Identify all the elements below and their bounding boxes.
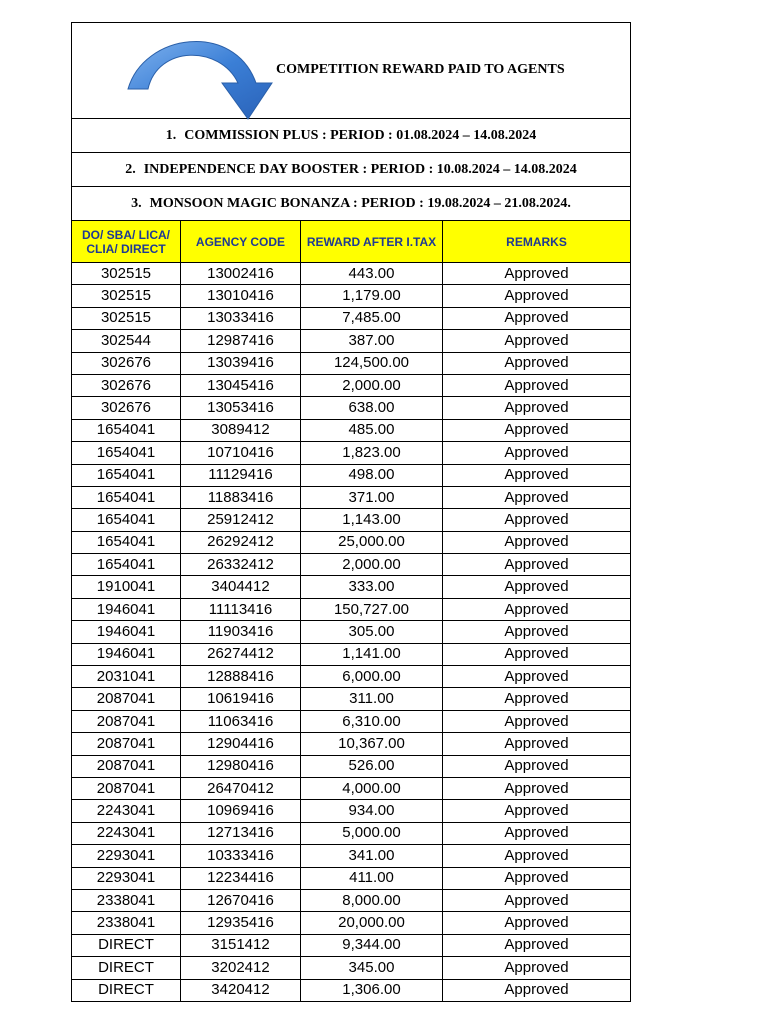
cell-reward: 638.00 bbox=[301, 397, 443, 419]
cell-reward: 2,000.00 bbox=[301, 374, 443, 396]
cell-remarks: Approved bbox=[443, 442, 631, 464]
cell-office: DIRECT bbox=[72, 979, 181, 1001]
cell-office: 2087041 bbox=[72, 755, 181, 777]
cell-office: DIRECT bbox=[72, 934, 181, 956]
cell-agency-code: 3151412 bbox=[181, 934, 301, 956]
cell-office: 302676 bbox=[72, 397, 181, 419]
cell-agency-code: 12935416 bbox=[181, 912, 301, 934]
cell-remarks: Approved bbox=[443, 912, 631, 934]
cell-office: 1654041 bbox=[72, 554, 181, 576]
cell-agency-code: 25912412 bbox=[181, 509, 301, 531]
period-row bbox=[72, 153, 631, 187]
cell-office: 2338041 bbox=[72, 889, 181, 911]
table-header-row bbox=[72, 221, 631, 263]
cell-reward: 9,344.00 bbox=[301, 934, 443, 956]
table-row bbox=[72, 352, 631, 374]
cell-agency-code: 10710416 bbox=[181, 442, 301, 464]
cell-agency-code: 26274412 bbox=[181, 643, 301, 665]
table-row bbox=[72, 330, 631, 352]
period-text: COMMISSION PLUS : PERIOD : 01.08.2024 – 14.08.2024 bbox=[184, 127, 537, 143]
cell-agency-code: 3089412 bbox=[181, 419, 301, 441]
cell-agency-code: 3404412 bbox=[181, 576, 301, 598]
cell-reward: 4,000.00 bbox=[301, 777, 443, 799]
cell-reward: 5,000.00 bbox=[301, 822, 443, 844]
cell-reward: 1,143.00 bbox=[301, 509, 443, 531]
cell-office: 2338041 bbox=[72, 912, 181, 934]
cell-agency-code: 10969416 bbox=[181, 800, 301, 822]
cell-reward: 25,000.00 bbox=[301, 531, 443, 553]
cell-reward: 311.00 bbox=[301, 688, 443, 710]
cell-reward: 341.00 bbox=[301, 845, 443, 867]
table-row bbox=[72, 621, 631, 643]
cell-office: 302515 bbox=[72, 263, 181, 285]
table-row bbox=[72, 934, 631, 956]
cell-remarks: Approved bbox=[443, 934, 631, 956]
table-row bbox=[72, 464, 631, 486]
cell-office: 1654041 bbox=[72, 419, 181, 441]
cell-office: 1654041 bbox=[72, 464, 181, 486]
cell-agency-code: 11883416 bbox=[181, 486, 301, 508]
cell-reward: 1,306.00 bbox=[301, 979, 443, 1001]
cell-office: 1946041 bbox=[72, 598, 181, 620]
cell-agency-code: 11063416 bbox=[181, 710, 301, 732]
cell-office: 1946041 bbox=[72, 621, 181, 643]
period-number: 3. bbox=[131, 195, 142, 211]
table-row bbox=[72, 263, 631, 285]
cell-reward: 371.00 bbox=[301, 486, 443, 508]
cell-remarks: Approved bbox=[443, 509, 631, 531]
cell-agency-code: 26332412 bbox=[181, 554, 301, 576]
cell-agency-code: 13039416 bbox=[181, 352, 301, 374]
table-row bbox=[72, 576, 631, 598]
cell-agency-code: 11113416 bbox=[181, 598, 301, 620]
table-row bbox=[72, 822, 631, 844]
cell-remarks: Approved bbox=[443, 576, 631, 598]
cell-office: 302544 bbox=[72, 330, 181, 352]
table-row bbox=[72, 554, 631, 576]
table-row bbox=[72, 486, 631, 508]
cell-office: 2243041 bbox=[72, 822, 181, 844]
cell-remarks: Approved bbox=[443, 307, 631, 329]
cell-office: 2293041 bbox=[72, 845, 181, 867]
cell-remarks: Approved bbox=[443, 688, 631, 710]
period-row bbox=[72, 187, 631, 221]
cell-agency-code: 3202412 bbox=[181, 957, 301, 979]
table-row bbox=[72, 777, 631, 799]
cell-reward: 2,000.00 bbox=[301, 554, 443, 576]
table-row bbox=[72, 755, 631, 777]
cell-remarks: Approved bbox=[443, 374, 631, 396]
table-row bbox=[72, 598, 631, 620]
cell-reward: 526.00 bbox=[301, 755, 443, 777]
cell-office: 1654041 bbox=[72, 486, 181, 508]
cell-agency-code: 12987416 bbox=[181, 330, 301, 352]
table-row bbox=[72, 710, 631, 732]
table-row bbox=[72, 307, 631, 329]
table-row bbox=[72, 374, 631, 396]
cell-reward: 124,500.00 bbox=[301, 352, 443, 374]
table-row bbox=[72, 419, 631, 441]
cell-office: 2087041 bbox=[72, 777, 181, 799]
cell-remarks: Approved bbox=[443, 419, 631, 441]
table-row bbox=[72, 912, 631, 934]
cell-office: 1654041 bbox=[72, 442, 181, 464]
cell-agency-code: 13010416 bbox=[181, 285, 301, 307]
cell-remarks: Approved bbox=[443, 889, 631, 911]
cell-reward: 333.00 bbox=[301, 576, 443, 598]
cell-office: 2087041 bbox=[72, 710, 181, 732]
column-header-remarks: REMARKS bbox=[443, 221, 631, 263]
cell-remarks: Approved bbox=[443, 263, 631, 285]
cell-remarks: Approved bbox=[443, 464, 631, 486]
table-row bbox=[72, 442, 631, 464]
column-header-reward: REWARD AFTER I.TAX bbox=[301, 221, 443, 263]
cell-reward: 10,367.00 bbox=[301, 733, 443, 755]
cell-remarks: Approved bbox=[443, 330, 631, 352]
cell-agency-code: 12713416 bbox=[181, 822, 301, 844]
cell-remarks: Approved bbox=[443, 979, 631, 1001]
cell-office: 2031041 bbox=[72, 666, 181, 688]
cell-remarks: Approved bbox=[443, 733, 631, 755]
cell-remarks: Approved bbox=[443, 621, 631, 643]
table-row bbox=[72, 733, 631, 755]
cell-office: 2087041 bbox=[72, 688, 181, 710]
banner bbox=[72, 23, 631, 119]
cell-reward: 485.00 bbox=[301, 419, 443, 441]
table-row bbox=[72, 688, 631, 710]
cell-office: 302676 bbox=[72, 352, 181, 374]
table-row bbox=[72, 889, 631, 911]
cell-office: 1910041 bbox=[72, 576, 181, 598]
cell-agency-code: 12888416 bbox=[181, 666, 301, 688]
cell-remarks: Approved bbox=[443, 598, 631, 620]
period-text: INDEPENDENCE DAY BOOSTER : PERIOD : 10.08.2024 – 14.08.2024 bbox=[143, 161, 577, 177]
cell-remarks: Approved bbox=[443, 845, 631, 867]
cell-remarks: Approved bbox=[443, 352, 631, 374]
cell-office: 1654041 bbox=[72, 509, 181, 531]
cell-agency-code: 12904416 bbox=[181, 733, 301, 755]
period-row bbox=[72, 119, 631, 153]
reward-table bbox=[71, 22, 631, 1002]
cell-reward: 443.00 bbox=[301, 263, 443, 285]
cell-agency-code: 26470412 bbox=[181, 777, 301, 799]
table-row bbox=[72, 643, 631, 665]
cell-office: DIRECT bbox=[72, 957, 181, 979]
page-title: COMPETITION REWARD PAID TO AGENTS bbox=[276, 62, 565, 77]
cell-remarks: Approved bbox=[443, 554, 631, 576]
table-row bbox=[72, 957, 631, 979]
cell-reward: 1,179.00 bbox=[301, 285, 443, 307]
cell-reward: 345.00 bbox=[301, 957, 443, 979]
cell-remarks: Approved bbox=[443, 710, 631, 732]
period-text: MONSOON MAGIC BONANZA : PERIOD : 19.08.2024 – 21.08.2024. bbox=[149, 195, 571, 211]
cell-agency-code: 3420412 bbox=[181, 979, 301, 1001]
cell-agency-code: 10619416 bbox=[181, 688, 301, 710]
cell-agency-code: 11903416 bbox=[181, 621, 301, 643]
cell-remarks: Approved bbox=[443, 643, 631, 665]
cell-agency-code: 12234416 bbox=[181, 867, 301, 889]
cell-reward: 1,823.00 bbox=[301, 442, 443, 464]
cell-agency-code: 12980416 bbox=[181, 755, 301, 777]
curved-arrow-icon bbox=[124, 31, 284, 121]
cell-remarks: Approved bbox=[443, 486, 631, 508]
cell-office: 302676 bbox=[72, 374, 181, 396]
cell-office: 1946041 bbox=[72, 643, 181, 665]
cell-remarks: Approved bbox=[443, 800, 631, 822]
period-number: 1. bbox=[165, 127, 177, 143]
cell-reward: 1,141.00 bbox=[301, 643, 443, 665]
cell-agency-code: 12670416 bbox=[181, 889, 301, 911]
cell-agency-code: 11129416 bbox=[181, 464, 301, 486]
cell-office: 1654041 bbox=[72, 531, 181, 553]
cell-remarks: Approved bbox=[443, 957, 631, 979]
cell-reward: 934.00 bbox=[301, 800, 443, 822]
table-row bbox=[72, 979, 631, 1001]
cell-agency-code: 13002416 bbox=[181, 263, 301, 285]
cell-reward: 305.00 bbox=[301, 621, 443, 643]
table-row bbox=[72, 285, 631, 307]
cell-remarks: Approved bbox=[443, 531, 631, 553]
cell-reward: 150,727.00 bbox=[301, 598, 443, 620]
cell-reward: 20,000.00 bbox=[301, 912, 443, 934]
cell-office: 2293041 bbox=[72, 867, 181, 889]
cell-reward: 387.00 bbox=[301, 330, 443, 352]
cell-remarks: Approved bbox=[443, 666, 631, 688]
table-row bbox=[72, 397, 631, 419]
cell-office: 302515 bbox=[72, 307, 181, 329]
cell-remarks: Approved bbox=[443, 397, 631, 419]
cell-agency-code: 13033416 bbox=[181, 307, 301, 329]
cell-reward: 8,000.00 bbox=[301, 889, 443, 911]
table-row bbox=[72, 509, 631, 531]
column-header-office: DO/ SBA/ LICA/ CLIA/ DIRECT bbox=[72, 221, 181, 263]
cell-agency-code: 13053416 bbox=[181, 397, 301, 419]
cell-office: 2243041 bbox=[72, 800, 181, 822]
table-row bbox=[72, 531, 631, 553]
cell-remarks: Approved bbox=[443, 285, 631, 307]
document-page bbox=[71, 22, 630, 1002]
cell-remarks: Approved bbox=[443, 755, 631, 777]
cell-reward: 498.00 bbox=[301, 464, 443, 486]
table-row bbox=[72, 800, 631, 822]
cell-reward: 411.00 bbox=[301, 867, 443, 889]
cell-office: 302515 bbox=[72, 285, 181, 307]
cell-remarks: Approved bbox=[443, 777, 631, 799]
table-row bbox=[72, 666, 631, 688]
cell-reward: 7,485.00 bbox=[301, 307, 443, 329]
cell-reward: 6,000.00 bbox=[301, 666, 443, 688]
cell-agency-code: 13045416 bbox=[181, 374, 301, 396]
table-row bbox=[72, 867, 631, 889]
table-row bbox=[72, 845, 631, 867]
cell-agency-code: 26292412 bbox=[181, 531, 301, 553]
period-number: 2. bbox=[125, 161, 136, 177]
cell-remarks: Approved bbox=[443, 867, 631, 889]
cell-remarks: Approved bbox=[443, 822, 631, 844]
cell-office: 2087041 bbox=[72, 733, 181, 755]
column-header-agency-code: AGENCY CODE bbox=[181, 221, 301, 263]
cell-agency-code: 10333416 bbox=[181, 845, 301, 867]
cell-reward: 6,310.00 bbox=[301, 710, 443, 732]
